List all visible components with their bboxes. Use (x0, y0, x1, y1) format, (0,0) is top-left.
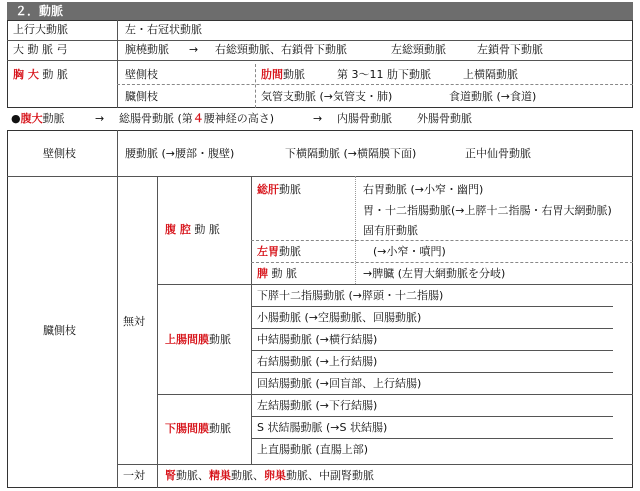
arch-item: 左鎖骨下動脈 (477, 43, 543, 56)
abdominal-wall-item: 下横隔動脈 (→横隔膜下面) (285, 147, 417, 160)
abdominal-wall-item: 腰動脈 (→腰部・腹壁) (125, 147, 235, 160)
row-label-aortic-arch: 大 動 脈 弓 (13, 43, 68, 56)
left-gastric-label: 左胃動脈 (257, 245, 301, 258)
splenic-item: →脾臓 (左胃大網動脈を分岐) (363, 267, 506, 280)
chest-visceral-label: 臓側枝 (125, 90, 158, 103)
chest-wall-item: 第 3～11 肋下動脈 (337, 68, 431, 81)
sma-item: 下膵十二指腸動脈 (→膵頭・十二指腸) (257, 289, 444, 302)
internal-iliac: 内腸骨動脈 (337, 112, 392, 125)
arteries-table (7, 2, 633, 488)
abdominal-visceral-label: 臓側枝 (43, 324, 76, 337)
arrow-icon: → (95, 112, 105, 125)
sma-label: 上腸間膜動脈 (165, 333, 231, 346)
row-content-coronary: 左・右冠状動脈 (125, 23, 202, 36)
common-iliac-desc: 総腸骨動脈 (第４腰神経の高さ) (119, 112, 275, 125)
paired-label: 一対 (123, 469, 145, 482)
chest-wall-item: 上横隔動脈 (463, 68, 518, 81)
arch-item: 右総頸動脈、右鎖骨下動脈 (215, 43, 347, 56)
arrow-icon: → (189, 43, 199, 56)
top-divider (117, 20, 118, 108)
sma-item: 中結腸動脈 (→横行結腸) (257, 333, 378, 346)
sma-item: 回結腸動脈 (→回盲部、上行結腸) (257, 377, 422, 390)
left-gastric-item: (→小窄・噴門) (373, 245, 446, 258)
abdominal-wall-label: 壁側枝 (43, 147, 76, 160)
common-hepatic-label: 総肝動脈 (257, 183, 301, 196)
row-label-ascending-aorta: 上行大動脈 (13, 23, 68, 36)
ima-item: S 状結腸動脈 (→S 状結腸) (257, 421, 388, 434)
chest-wall-intercostal: 肋間動脈 (261, 68, 305, 81)
ima-item: 上直腸動脈 (直腸上部) (257, 443, 369, 456)
abdominal-aorta-line: ●腹大動脈 (11, 112, 65, 125)
splenic-label: 脾 動 脈 (257, 267, 297, 280)
unpaired-label: 無対 (123, 315, 145, 328)
common-hepatic-item: 右胃動脈 (→小窄・幽門) (363, 183, 484, 196)
sma-item: 小腸動脈 (→空腸動脈、回腸動脈) (257, 311, 422, 324)
common-hepatic-item: 固有肝動脈 (363, 224, 418, 237)
abdominal-wall-item: 正中仙骨動脈 (465, 147, 531, 160)
celiac-trunk-label: 腹 腔 動 脈 (165, 223, 220, 236)
sma-item: 右結腸動脈 (→上行結腸) (257, 355, 378, 368)
chest-visceral-item: 食道動脈 (→食道) (449, 90, 537, 103)
arch-item: 腕橈動脈 (125, 43, 169, 56)
chest-wall-label: 壁側枝 (125, 68, 158, 81)
arch-item: 左総頸動脈 (391, 43, 446, 56)
paired-items: 腎動脈、精巣動脈、卵巣動脈、中副腎動脈 (165, 469, 374, 482)
external-iliac: 外腸骨動脈 (417, 112, 472, 125)
row-label-thoracic-aorta: 胸 大 動 脈 (13, 68, 68, 81)
ima-item: 左結腸動脈 (→下行結腸) (257, 399, 378, 412)
ima-label: 下腸間膜動脈 (165, 422, 231, 435)
chest-visceral-item: 気管支動脈 (→気管支・肺) (261, 90, 393, 103)
common-hepatic-item: 胃・十二指腸動脈(→上膵十二指腸・右胃大網動脈) (363, 204, 612, 217)
arrow-icon: → (313, 112, 323, 125)
section-header: ２．動脈 (7, 2, 633, 20)
